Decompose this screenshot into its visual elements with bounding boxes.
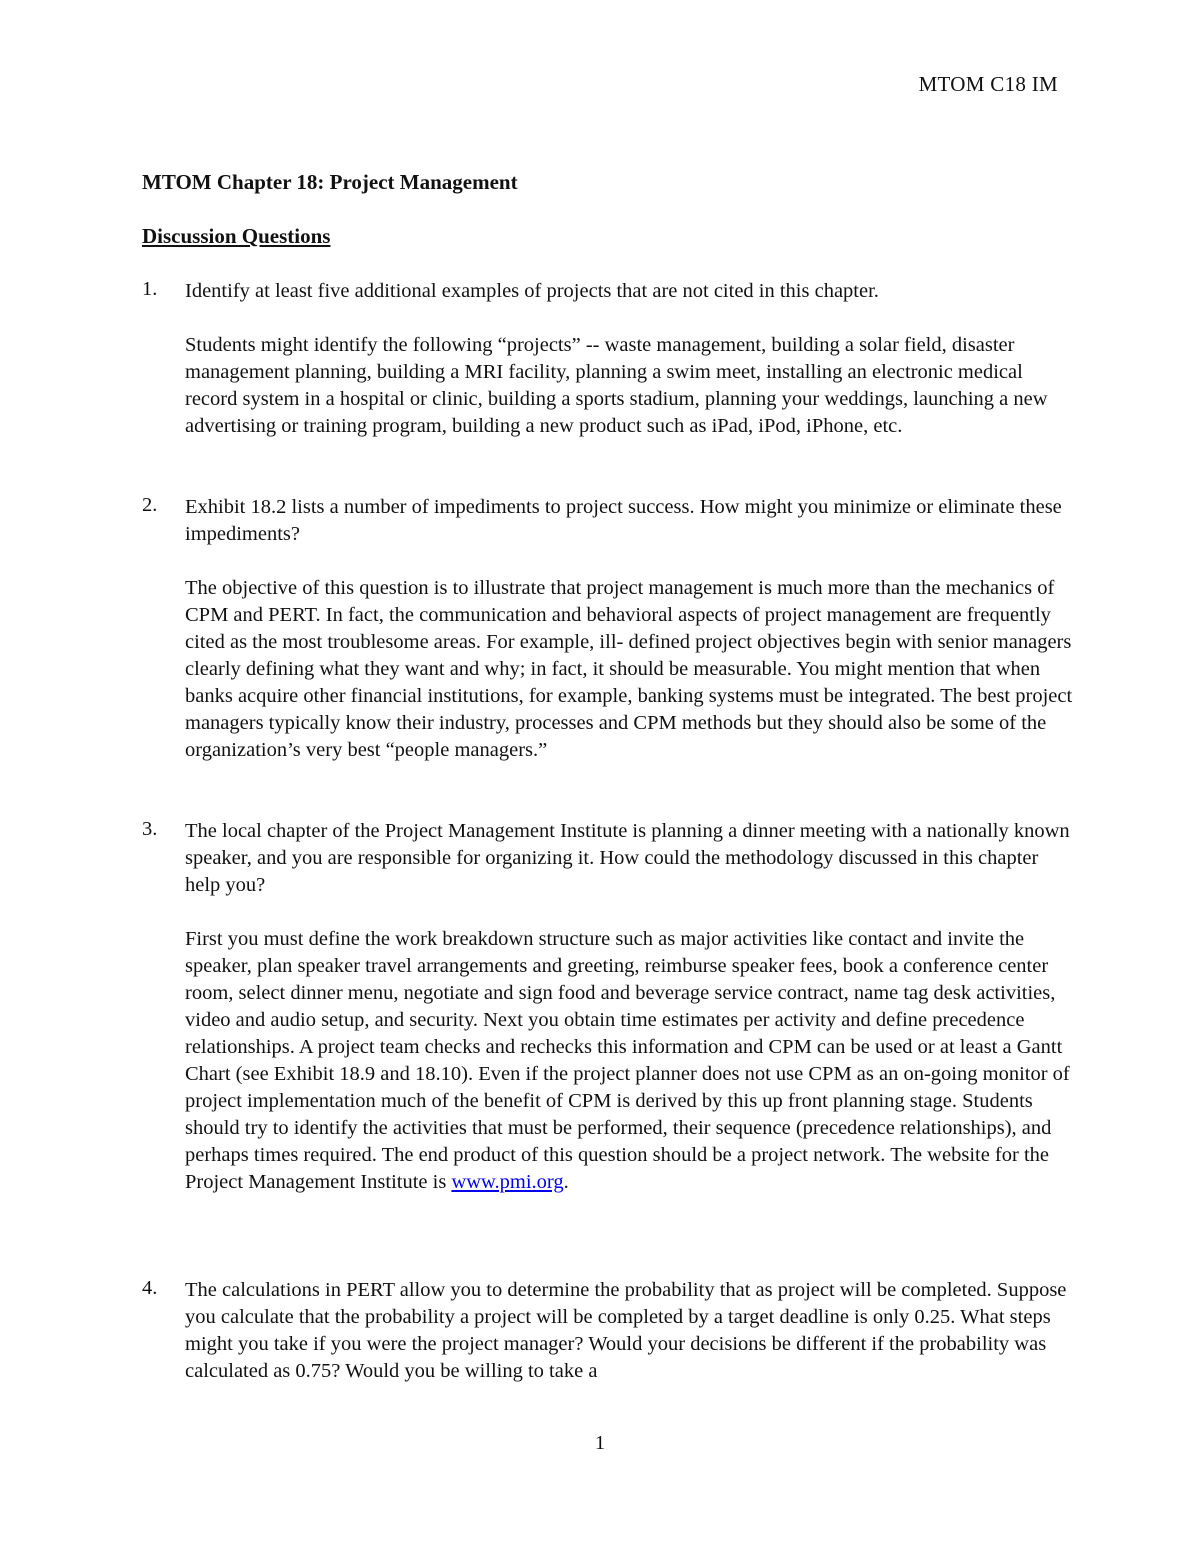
page-number: 1 bbox=[594, 1432, 606, 1454]
question-text: Identify at least five additional examples of projects that are not cited in this chapter. bbox=[185, 280, 879, 302]
question-number: 3. bbox=[142, 818, 158, 840]
answer-text: The objective of this question is to illustrate that project management is much more than the mechanics of CPM and PERT. In fact, the communication and behavioral aspects of project management are frequently cited as the most troublesome areas. For example, ill- defined project objectives begin with senior managers clearly defining what they want and why; in fact, it should be measurable. You might mention that when banks acquire other financial institutions, for example, banking systems must be integrated. The best project managers typically know their industry, processes and CPM methods but they should also be some of the organization’s very best “people managers.” bbox=[185, 577, 1073, 761]
answer-text: Students might identify the following “projects” -- waste management, building a solar field, disaster management planning, building a MRI facility, planning a swim meet, installing an electronic medical record system in a hospital or clinic, building a sports stadium, planning your weddings, launching a new advertising or training program, building a new product such as iPad, iPod, iPhone, etc. bbox=[185, 334, 1048, 437]
question-number: 1. bbox=[142, 278, 158, 300]
question-text: The local chapter of the Project Management Institute is planning a dinner meeting with a nationally known speaker, and you are responsible for organizing it. How could the methodology discussed in this chapter help you? bbox=[185, 820, 1070, 896]
answer-text-end: . bbox=[563, 1171, 569, 1193]
answer-text bbox=[185, 926, 1075, 1196]
question-number: 2. bbox=[142, 494, 158, 516]
question-text: Exhibit 18.2 lists a number of impediments to project success. How might you minimize or eliminate these impediments? bbox=[185, 496, 1062, 545]
section-heading: Discussion Questions bbox=[142, 224, 331, 248]
answer-text-body: First you must define the work breakdown structure such as major activities like contact and invite the speaker, plan speaker travel arrangements and greeting, reimburse speaker fees, book a conference center room, select dinner menu, negotiate and sign food and beverage service contract, name tag desk activities, video and audio setup, and security. Next you obtain time estimates per activity and define precedence relationships. A project team checks and rechecks this information and CPM can be used or at least a Gantt Chart (see Exhibit 18.9 and 18.10). Even if the project planner does not use CPM as an on-going monitor of project implementation much of the benefit of CPM is derived by this up front planning stage. Students should try to identify the activities that must be performed, their sequence (precedence relationships), and perhaps times required. The end product of this question should be a project network. The website for the Project Management Institute is bbox=[185, 928, 1070, 1193]
question-text: The calculations in PERT allow you to determine the probability that as project will be completed. Suppose you calculate that the probability a project will be completed by a target deadline is only 0.25. What steps might you take if you were the project manager? Would your decisions be different if the probability was calculated as 0.75? Would you be willing to take a bbox=[185, 1279, 1067, 1382]
pmi-website-link[interactable]: www.pmi.org bbox=[451, 1171, 564, 1193]
document-title: MTOM Chapter 18: Project Management bbox=[142, 170, 518, 194]
question-number: 4. bbox=[142, 1277, 158, 1299]
document-id-header: MTOM C18 IM bbox=[918, 72, 1058, 96]
